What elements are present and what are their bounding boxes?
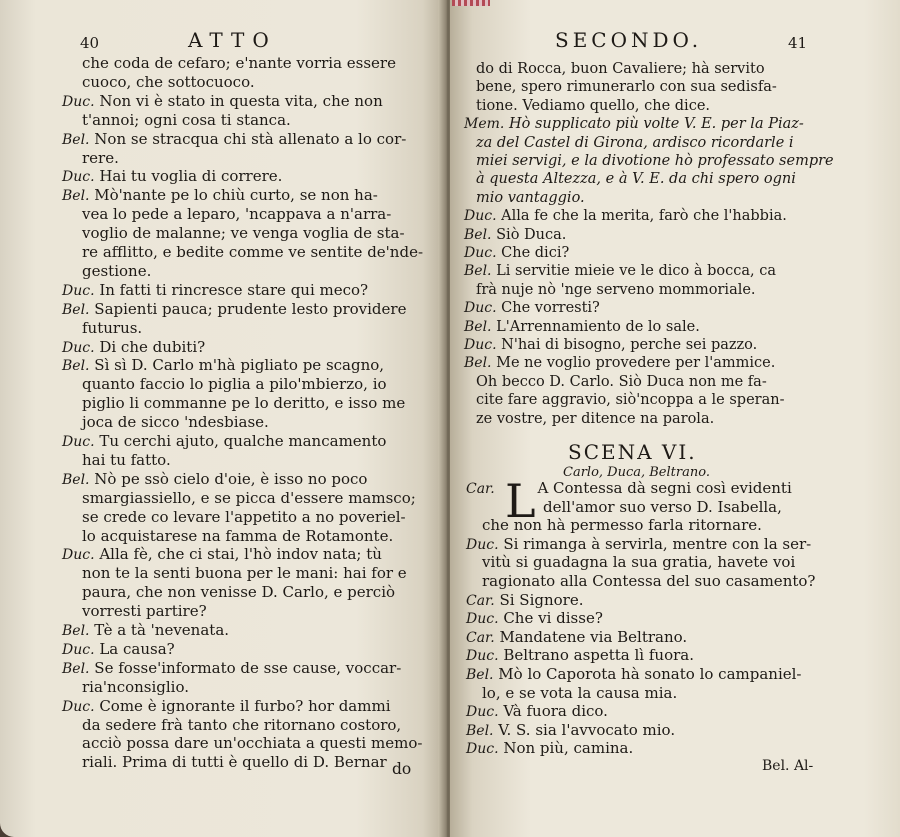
text-line	[466, 591, 583, 610]
speaker-label: Duc.	[464, 208, 497, 225]
line-text: Alla fe che la merita, farò che l'habbia.	[501, 208, 787, 225]
speaker-label: Car.	[466, 629, 495, 646]
text-line	[62, 186, 378, 205]
left-page	[0, 0, 445, 837]
speaker-label: Mem.	[464, 116, 505, 133]
line-text: cuoco, che sottocuoco.	[82, 72, 255, 91]
text-line	[476, 391, 784, 409]
text-line	[82, 716, 401, 734]
speaker-label: Bel.	[62, 358, 90, 375]
line-text: che coda de cefaro; e'nante vorria essere	[82, 54, 396, 72]
text-line	[466, 479, 792, 498]
text-line	[476, 373, 767, 391]
line-text: Hò supplicato più volte V. E. per la Piaz-	[508, 116, 804, 133]
text-line	[466, 628, 687, 647]
line-text: lo acquistarese na famma de Rotamonte.	[82, 526, 394, 545]
text-line	[476, 60, 765, 78]
speaker-label: Bel.	[464, 355, 492, 372]
text-line	[466, 609, 603, 628]
line-text: L'Arrennamiento de lo sale.	[496, 318, 700, 335]
text-line	[82, 451, 171, 469]
line-text: Se fosse'informato de sse cause, voccar-	[94, 658, 402, 677]
line-text: dell'amor suo verso D. Isabella,	[543, 497, 782, 516]
text-line	[82, 508, 406, 526]
speaker-label: Duc.	[62, 93, 95, 110]
line-text: Mò'nante pe lo chiù curto, se non ha-	[94, 186, 378, 205]
line-text: ragionato alla Contessa del suo casamento?	[482, 572, 816, 590]
speaker-label: Duc.	[466, 648, 499, 665]
line-text: piglio li commanne pe lo deritto, e isso me	[82, 394, 406, 413]
line-text: cite fare aggravio, siò'ncoppa a le speran-	[476, 392, 785, 409]
speaker-label: Duc.	[62, 698, 95, 715]
line-text: non te la senti buona per le mani: hai for e	[82, 564, 407, 583]
text-line	[464, 262, 776, 280]
text-line	[464, 299, 600, 317]
page-number: 41	[788, 34, 808, 52]
line-text: che non hà permesso farla ritornare.	[482, 516, 762, 535]
text-line	[82, 111, 291, 129]
line-text: Hai tu voglia di correre.	[99, 167, 283, 186]
page-number: 40	[80, 34, 100, 52]
text-line	[62, 92, 383, 111]
line-text: rere.	[82, 148, 119, 167]
speaker-label: Duc.	[466, 536, 499, 553]
text-line	[82, 602, 207, 620]
line-text: da sedere frà tanto che ritornano costoro,	[82, 715, 402, 734]
line-text: à questa Altezza, e à V. E. da chi spero ogni	[476, 171, 796, 188]
line-text: bene, spero rimunerarlo con sua sedisfa-	[476, 79, 777, 96]
line-text: Che dici?	[501, 245, 570, 261]
text-line	[82, 243, 423, 261]
line-text: A Contessa dà segni così evidenti	[537, 479, 792, 497]
text-line	[62, 545, 382, 564]
text-line	[476, 152, 834, 170]
speaker-label: Duc.	[62, 169, 95, 186]
line-text: tione. Vediamo quello, che dice.	[476, 97, 711, 114]
text-line	[466, 535, 811, 554]
drop-cap: L	[505, 474, 536, 528]
catchword: do	[392, 760, 412, 778]
line-text: Siò Duca.	[496, 226, 567, 243]
line-text: Non vi è stato in questa vita, che non	[99, 91, 383, 110]
text-line	[62, 432, 386, 451]
text-line	[62, 281, 368, 300]
line-text: La causa?	[99, 639, 175, 658]
line-text: V. S. sia l'avvocato mio.	[498, 720, 676, 739]
line-text: Oh becco D. Carlo. Siò Duca non me fa-	[476, 373, 767, 390]
speaker-label: Duc.	[62, 547, 95, 564]
text-line	[62, 621, 229, 640]
speaker-label: Bel.	[464, 263, 492, 280]
text-line	[482, 684, 677, 702]
line-text: Di che dubiti?	[99, 337, 206, 356]
speaker-label: Bel.	[62, 131, 90, 148]
text-line	[482, 572, 815, 590]
speaker-label: Bel.	[466, 722, 494, 739]
line-text: Non più, camina.	[503, 739, 634, 758]
text-line	[82, 753, 387, 771]
speaker-label: Duc.	[464, 245, 497, 261]
text-line	[476, 410, 714, 428]
speaker-label: Duc.	[464, 300, 497, 317]
line-text: Alla fè, che ci stai, l'hò indov nata; tù	[99, 545, 382, 564]
line-text: vea lo pede a leparo, 'ncappava a n'arra-	[82, 205, 392, 224]
text-line	[82, 262, 151, 280]
text-line	[62, 338, 205, 357]
speaker-label: Car.	[466, 481, 495, 497]
line-text: joca de sicco 'ndesbiase.	[82, 413, 269, 432]
line-text: Và fuora dico.	[503, 702, 608, 721]
line-text: miei servigi, e la divotione hò professato sempre	[476, 153, 834, 169]
text-line	[464, 207, 787, 225]
scene-title: SCENA VI.	[568, 440, 697, 464]
text-line	[464, 244, 569, 262]
line-text: za del Castel di Girona, ardisco ricordarle i	[476, 134, 794, 151]
line-text: ria'nconsiglio.	[82, 677, 190, 696]
line-text: Li servitie mieie ve le dico à bocca, ca	[496, 263, 776, 280]
line-text: paura, che non venisse D. Carlo, e perciò	[82, 583, 396, 602]
running-header: SECONDO.	[555, 28, 703, 52]
text-line	[482, 516, 762, 534]
text-line	[82, 413, 269, 431]
speaker-label: Duc.	[466, 611, 499, 628]
scene-characters: Carlo, Duca, Beltrano.	[563, 465, 710, 480]
text-line	[82, 73, 255, 91]
text-line	[466, 721, 675, 740]
text-line	[82, 527, 393, 545]
speaker-label: Bel.	[62, 660, 90, 677]
text-line	[82, 54, 396, 72]
text-line	[82, 394, 405, 412]
line-text: vorresti partire?	[82, 602, 207, 621]
running-header: ATTO	[188, 28, 277, 52]
text-line	[62, 697, 391, 716]
speaker-label: Bel.	[62, 301, 90, 318]
speaker-label: Bel.	[466, 667, 494, 683]
speaker-label: Duc.	[62, 339, 95, 356]
speaker-label: Duc.	[466, 741, 499, 758]
line-text: N'hai di bisogno, perche sei pazzo.	[501, 337, 758, 353]
text-line	[476, 189, 585, 207]
line-text: gestione.	[82, 261, 152, 280]
line-text: Come è ignorante il furbo? hor dammi	[99, 696, 391, 715]
text-line	[62, 356, 384, 375]
text-line	[82, 205, 391, 223]
line-text: Si rimanga à servirla, mentre con la ser-	[503, 534, 812, 553]
line-text: se crede co levare l'appetito a no poveriel-	[82, 507, 406, 526]
text-line	[62, 659, 401, 678]
text-line	[62, 130, 406, 149]
text-line	[466, 665, 801, 684]
text-line	[82, 489, 416, 507]
speaker-label: Bel.	[62, 471, 90, 488]
line-text: ze vostre, per ditence na parola.	[476, 410, 715, 427]
line-text: voglio de malanne; ve venga voglia de sta-	[82, 224, 405, 243]
line-text: Mò lo Caporota hà sonato lo campaniel-	[498, 665, 802, 683]
line-text: hai tu fatto.	[82, 450, 171, 469]
text-line	[482, 553, 795, 571]
speaker-label: Duc.	[464, 337, 497, 353]
text-line	[476, 78, 777, 96]
bookmark-ribbon	[452, 0, 490, 6]
text-line	[62, 167, 282, 186]
line-text: Tu cerchi ajuto, qualche mancamento	[99, 432, 387, 450]
text-line	[466, 646, 694, 665]
text-line	[464, 318, 700, 336]
line-text: do di Rocca, buon Cavaliere; hà servito	[476, 61, 765, 77]
line-text: Si Signore.	[499, 590, 584, 609]
text-line	[464, 226, 566, 244]
line-text: Beltrano aspetta lì fuora.	[503, 646, 694, 665]
line-text: Tè a tà 'nevenata.	[94, 621, 230, 639]
text-line	[543, 498, 782, 516]
speaker-label: Duc.	[62, 434, 95, 450]
line-text: acciò possa dare un'occhiata a questi memo-	[82, 734, 423, 753]
line-text: Che vi disse?	[503, 609, 603, 628]
text-line	[62, 470, 367, 489]
line-text: Sì sì D. Carlo m'hà pigliato pe scagno,	[94, 356, 385, 375]
speaker-label: Bel.	[62, 623, 90, 639]
text-line	[82, 564, 407, 582]
speaker-label: Duc.	[62, 641, 95, 658]
text-line	[466, 702, 608, 721]
text-line	[464, 336, 757, 354]
line-text: quanto faccio lo piglia a pilo'mbierzo, io	[82, 375, 387, 394]
speaker-label: Duc.	[62, 282, 95, 299]
line-text: re afflitto, e bedite comme ve sentite de'nde-	[82, 243, 424, 261]
text-line	[476, 97, 710, 115]
line-text: smargiassiello, e se picca d'essere mamsco;	[82, 488, 416, 507]
line-text: frà nuje nò 'nge serveno mommoriale.	[476, 281, 756, 298]
speaker-label: Duc.	[466, 704, 499, 721]
text-line	[62, 300, 406, 319]
line-text: mio vantaggio.	[476, 189, 585, 206]
line-text: futurus.	[82, 318, 143, 337]
speaker-label: Bel.	[464, 318, 492, 335]
line-text: lo, e se vota la causa mia.	[482, 683, 678, 702]
text-line	[62, 640, 175, 659]
text-line	[82, 375, 387, 393]
speaker-label: Car.	[466, 592, 495, 609]
speaker-label: Bel.	[464, 226, 492, 243]
text-line	[82, 224, 405, 242]
text-line	[82, 319, 142, 337]
text-line	[476, 134, 794, 152]
text-line	[464, 354, 775, 372]
text-line	[476, 170, 796, 188]
line-text: Sapienti pauca; prudente lesto providere	[94, 299, 407, 318]
text-line	[82, 734, 422, 752]
speaker-label: Bel.	[62, 188, 90, 205]
text-line	[466, 739, 633, 758]
line-text: t'annoi; ogni cosa ti stanca.	[82, 110, 291, 129]
text-line	[464, 115, 804, 133]
line-text: Non se stracqua chi stà allenato a lo cor-	[94, 129, 407, 148]
line-text: Mandatene via Beltrano.	[499, 627, 688, 646]
text-line	[476, 281, 756, 299]
line-text: Che vorresti?	[501, 300, 600, 317]
text-line	[82, 149, 119, 167]
line-text: vitù si guadagna la sua gratia, havete voi	[482, 553, 796, 572]
line-text: Me ne voglio provedere per l'ammice.	[496, 355, 776, 372]
line-text: In fatti ti rincresce stare qui meco?	[99, 280, 369, 299]
text-line	[82, 583, 395, 601]
text-line	[82, 678, 189, 696]
line-text: Nò pe ssò cielo d'oie, è isso no poco	[94, 469, 368, 488]
catchword: Bel. Al-	[762, 758, 814, 774]
line-text: riali. Prima di tutti è quello di D. Bernar	[82, 753, 387, 772]
